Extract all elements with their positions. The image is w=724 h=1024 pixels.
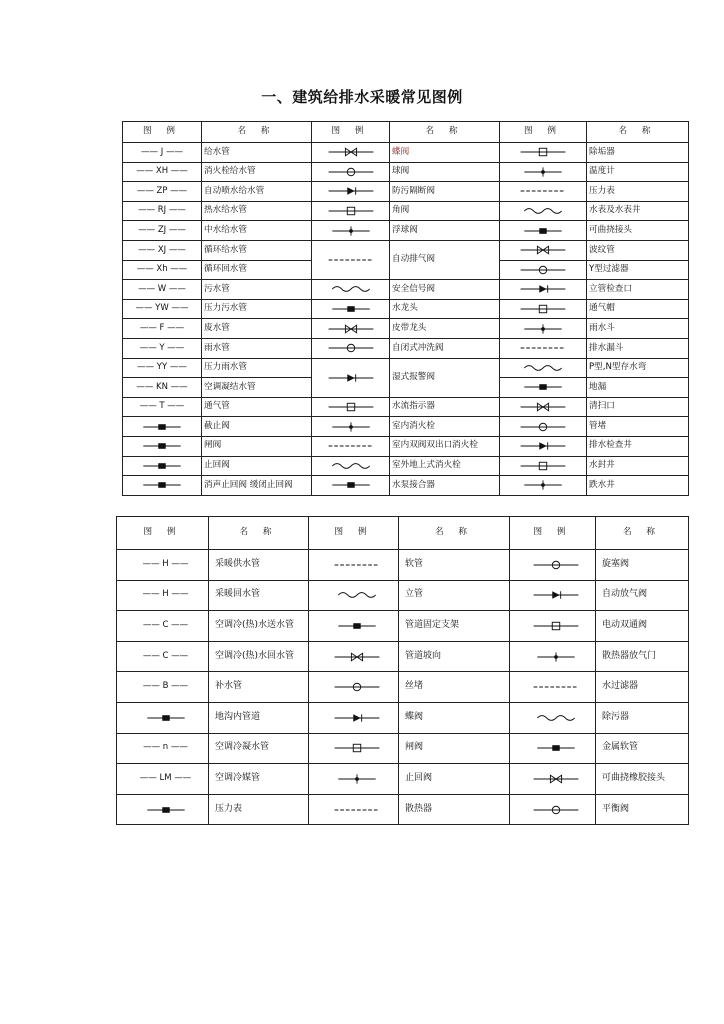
table-row bbox=[117, 733, 689, 764]
legend-name: 废水管 bbox=[202, 319, 312, 339]
legend-name: 中水给水管 bbox=[202, 221, 312, 241]
legend-name: Y型过滤器 bbox=[587, 260, 689, 280]
legend-b-symbol bbox=[312, 338, 390, 358]
legend-name: 可曲挠橡胶接头 bbox=[596, 764, 689, 795]
table-row bbox=[117, 611, 689, 642]
table-row bbox=[117, 672, 689, 703]
legend-name: 湿式报警阀 bbox=[390, 358, 500, 397]
legend-name: 管道坡向 bbox=[399, 641, 510, 672]
page-title: 一、建筑给排水采暖常见图例 bbox=[261, 88, 463, 106]
legend-f-symbol bbox=[510, 794, 596, 825]
legend-name: 蝶阀 bbox=[390, 143, 500, 163]
table-row bbox=[123, 201, 689, 221]
legend-f-symbol bbox=[510, 764, 596, 795]
pipe-line-code: —— C —— bbox=[142, 650, 189, 661]
legend-b-symbol bbox=[312, 182, 390, 202]
legend-a-symbol bbox=[123, 221, 202, 241]
legend-c-symbol bbox=[500, 260, 587, 280]
legend-d-symbol bbox=[117, 764, 209, 795]
legend-name: 雨水管 bbox=[202, 338, 312, 358]
legend-name: 闸阀 bbox=[399, 733, 510, 764]
legend-name: 自动喷水给水管 bbox=[202, 182, 312, 202]
legend-name: 补水管 bbox=[209, 672, 309, 703]
legend-a-symbol bbox=[123, 417, 202, 437]
legend-a-symbol bbox=[123, 201, 202, 221]
legend-name: 压力雨水管 bbox=[202, 358, 312, 378]
legend-b-symbol bbox=[312, 476, 390, 496]
table-row bbox=[123, 162, 689, 182]
legend-c-symbol bbox=[500, 319, 587, 339]
legend-name: 除污器 bbox=[596, 702, 689, 733]
legend-f-symbol bbox=[510, 641, 596, 672]
legend-name: 温度计 bbox=[587, 162, 689, 182]
pipe-line-code: —— ZP —— bbox=[136, 185, 188, 196]
table-row bbox=[117, 550, 689, 581]
legend-name: 水过滤器 bbox=[596, 672, 689, 703]
legend-name: 金属软管 bbox=[596, 733, 689, 764]
legend-d-symbol bbox=[117, 550, 209, 581]
column-header: 名 称 bbox=[587, 122, 689, 143]
legend-name: 水龙头 bbox=[390, 299, 500, 319]
legend-name: 丝堵 bbox=[399, 672, 510, 703]
pipe-line-code: —— YW —— bbox=[135, 303, 189, 314]
legend-table-heating bbox=[116, 516, 689, 825]
pipe-line-code: —— W —— bbox=[138, 283, 186, 294]
legend-name: 水流指示器 bbox=[390, 397, 500, 417]
table-row bbox=[123, 417, 689, 437]
column-header: 图 例 bbox=[312, 122, 390, 143]
legend-f-symbol bbox=[510, 733, 596, 764]
legend-name: 角阀 bbox=[390, 201, 500, 221]
legend-c-symbol bbox=[500, 436, 587, 456]
pipe-line-code: —— RJ —— bbox=[138, 205, 186, 216]
legend-name: 清扫口 bbox=[587, 397, 689, 417]
legend-name: 室外地上式消火栓 bbox=[390, 456, 500, 476]
legend-a-symbol bbox=[123, 299, 202, 319]
legend-name: 水封井 bbox=[587, 456, 689, 476]
legend-name: 立管检查口 bbox=[587, 280, 689, 300]
legend-b-symbol bbox=[312, 358, 390, 397]
table-row bbox=[123, 319, 689, 339]
legend-f-symbol bbox=[510, 580, 596, 611]
legend-b-symbol bbox=[312, 299, 390, 319]
pipe-line-code: —— YY —— bbox=[137, 362, 187, 373]
legend-name: 蝶阀 bbox=[399, 702, 510, 733]
legend-b-symbol bbox=[312, 417, 390, 437]
legend-name: P型,N型存水弯 bbox=[587, 358, 689, 378]
legend-table-plumbing bbox=[122, 121, 689, 496]
pipe-line-code: —— Y —— bbox=[139, 342, 185, 353]
legend-a-symbol bbox=[123, 378, 202, 398]
legend-name: 室内消火栓 bbox=[390, 417, 500, 437]
legend-c-symbol bbox=[500, 358, 587, 378]
legend-name: 采暖供水管 bbox=[209, 550, 309, 581]
legend-name: 压力表 bbox=[209, 794, 309, 825]
legend-a-symbol bbox=[123, 182, 202, 202]
legend-c-symbol bbox=[500, 280, 587, 300]
legend-name: 止回阀 bbox=[202, 456, 312, 476]
legend-e-symbol bbox=[309, 641, 399, 672]
legend-c-symbol bbox=[500, 338, 587, 358]
legend-name: 空调冷(热)水送水管 bbox=[209, 611, 309, 642]
table-header-row bbox=[123, 122, 689, 143]
pipe-line-code: —— J —— bbox=[141, 146, 183, 157]
legend-name: 循环回水管 bbox=[202, 260, 312, 280]
legend-c-symbol bbox=[500, 240, 587, 260]
legend-b-symbol bbox=[312, 456, 390, 476]
column-header: 名 称 bbox=[209, 517, 309, 550]
legend-b-symbol bbox=[312, 201, 390, 221]
column-header: 图 例 bbox=[510, 517, 596, 550]
legend-c-symbol bbox=[500, 221, 587, 241]
legend-name: 空调冷(热)水回水管 bbox=[209, 641, 309, 672]
legend-a-symbol bbox=[123, 358, 202, 378]
legend-b-symbol bbox=[312, 162, 390, 182]
legend-name: 平衡阀 bbox=[596, 794, 689, 825]
legend-f-symbol bbox=[510, 550, 596, 581]
legend-name: 跌水井 bbox=[587, 476, 689, 496]
legend-name: 自动排气阀 bbox=[390, 240, 500, 279]
legend-e-symbol bbox=[309, 794, 399, 825]
legend-name: 消火栓给水管 bbox=[202, 162, 312, 182]
table-row bbox=[123, 338, 689, 358]
legend-b-symbol bbox=[312, 319, 390, 339]
legend-name: 皮带龙头 bbox=[390, 319, 500, 339]
table-row bbox=[117, 580, 689, 611]
legend-e-symbol bbox=[309, 550, 399, 581]
table-row bbox=[123, 143, 689, 163]
legend-a-symbol bbox=[123, 162, 202, 182]
legend-d-symbol bbox=[117, 794, 209, 825]
column-header: 图 例 bbox=[117, 517, 209, 550]
table-row bbox=[117, 641, 689, 672]
pipe-line-code: —— C —— bbox=[142, 620, 189, 631]
legend-b-symbol bbox=[312, 221, 390, 241]
legend-b-symbol bbox=[312, 397, 390, 417]
pipe-line-code: —— T —— bbox=[139, 401, 185, 412]
legend-name: 循环给水管 bbox=[202, 240, 312, 260]
table-row bbox=[123, 476, 689, 496]
column-header: 名 称 bbox=[399, 517, 510, 550]
legend-d-symbol bbox=[117, 702, 209, 733]
legend-name: 空调冷凝水管 bbox=[209, 733, 309, 764]
legend-name: 散热器 bbox=[399, 794, 510, 825]
legend-b-symbol bbox=[312, 280, 390, 300]
legend-name: 水表及水表井 bbox=[587, 201, 689, 221]
legend-name: 旋塞阀 bbox=[596, 550, 689, 581]
legend-c-symbol bbox=[500, 182, 587, 202]
table-row bbox=[123, 299, 689, 319]
legend-name: 安全信号阀 bbox=[390, 280, 500, 300]
legend-c-symbol bbox=[500, 378, 587, 398]
legend-name: 排水检查井 bbox=[587, 436, 689, 456]
legend-b-symbol bbox=[312, 436, 390, 456]
legend-name: 通气管 bbox=[202, 397, 312, 417]
column-header: 图 例 bbox=[309, 517, 399, 550]
column-header: 图 例 bbox=[123, 122, 202, 143]
legend-name: 闸阀 bbox=[202, 436, 312, 456]
column-header: 名 称 bbox=[596, 517, 689, 550]
pipe-line-code: —— Xh —— bbox=[136, 264, 188, 275]
legend-c-symbol bbox=[500, 417, 587, 437]
legend-name: 除垢器 bbox=[587, 143, 689, 163]
legend-e-symbol bbox=[309, 672, 399, 703]
pipe-line-code: —— ZJ —— bbox=[138, 224, 186, 235]
legend-name: 水泵接合器 bbox=[390, 476, 500, 496]
legend-a-symbol bbox=[123, 280, 202, 300]
table-row bbox=[123, 221, 689, 241]
legend-name: 止回阀 bbox=[399, 764, 510, 795]
legend-d-symbol bbox=[117, 733, 209, 764]
column-header: 名 称 bbox=[202, 122, 312, 143]
legend-name: 截止阀 bbox=[202, 417, 312, 437]
legend-a-symbol bbox=[123, 240, 202, 260]
legend-name: 可曲挠接头 bbox=[587, 221, 689, 241]
legend-d-symbol bbox=[117, 611, 209, 642]
legend-name: 管道固定支架 bbox=[399, 611, 510, 642]
pipe-line-code: —— H —— bbox=[142, 558, 189, 569]
pipe-line-code: —— XH —— bbox=[136, 166, 188, 177]
legend-a-symbol bbox=[123, 397, 202, 417]
table-row bbox=[117, 702, 689, 733]
legend-c-symbol bbox=[500, 476, 587, 496]
legend-name: 散热器放气门 bbox=[596, 641, 689, 672]
legend-f-symbol bbox=[510, 672, 596, 703]
legend-name: 采暖回水管 bbox=[209, 580, 309, 611]
pipe-line-code: —— XJ —— bbox=[138, 244, 186, 255]
legend-name: 球阀 bbox=[390, 162, 500, 182]
legend-e-symbol bbox=[309, 733, 399, 764]
legend-d-symbol bbox=[117, 580, 209, 611]
legend-c-symbol bbox=[500, 456, 587, 476]
table-row bbox=[123, 240, 689, 260]
legend-c-symbol bbox=[500, 397, 587, 417]
legend-name: 防污隔断阀 bbox=[390, 182, 500, 202]
legend-name: 消声止回阀 缓闭止回阀 bbox=[202, 476, 312, 496]
legend-c-symbol bbox=[500, 143, 587, 163]
legend-name: 波纹管 bbox=[587, 240, 689, 260]
legend-name: 热水给水管 bbox=[202, 201, 312, 221]
legend-c-symbol bbox=[500, 299, 587, 319]
table-row bbox=[123, 280, 689, 300]
legend-a-symbol bbox=[123, 260, 202, 280]
legend-a-symbol bbox=[123, 319, 202, 339]
legend-name: 管堵 bbox=[587, 417, 689, 437]
legend-name: 给水管 bbox=[202, 143, 312, 163]
legend-name: 自闭式冲洗阀 bbox=[390, 338, 500, 358]
legend-name: 室内双阀双出口消火栓 bbox=[390, 436, 500, 456]
legend-name: 污水管 bbox=[202, 280, 312, 300]
table-row bbox=[123, 456, 689, 476]
legend-a-symbol bbox=[123, 456, 202, 476]
legend-name: 立管 bbox=[399, 580, 510, 611]
legend-e-symbol bbox=[309, 611, 399, 642]
legend-e-symbol bbox=[309, 580, 399, 611]
legend-f-symbol bbox=[510, 611, 596, 642]
legend-name: 排水漏斗 bbox=[587, 338, 689, 358]
legend-name: 地漏 bbox=[587, 378, 689, 398]
legend-b-symbol bbox=[312, 143, 390, 163]
legend-a-symbol bbox=[123, 143, 202, 163]
legend-b-symbol bbox=[312, 240, 390, 279]
table-row bbox=[123, 358, 689, 378]
legend-name: 通气帽 bbox=[587, 299, 689, 319]
legend-name: 雨水斗 bbox=[587, 319, 689, 339]
pipe-line-code: —— F —— bbox=[139, 322, 185, 333]
pipe-line-code: —— n —— bbox=[143, 742, 188, 753]
legend-name: 压力表 bbox=[587, 182, 689, 202]
legend-a-symbol bbox=[123, 476, 202, 496]
pipe-line-code: —— KN —— bbox=[136, 381, 188, 392]
legend-e-symbol bbox=[309, 764, 399, 795]
column-header: 名 称 bbox=[390, 122, 500, 143]
legend-f-symbol bbox=[510, 702, 596, 733]
legend-e-symbol bbox=[309, 702, 399, 733]
table-row bbox=[123, 397, 689, 417]
table-row bbox=[123, 436, 689, 456]
table-row bbox=[117, 764, 689, 795]
pipe-line-code: —— LM —— bbox=[139, 773, 192, 783]
legend-a-symbol bbox=[123, 436, 202, 456]
table-row bbox=[123, 182, 689, 202]
legend-d-symbol bbox=[117, 672, 209, 703]
legend-name: 软管 bbox=[399, 550, 510, 581]
legend-name: 浮球阀 bbox=[390, 221, 500, 241]
pipe-line-code: —— B —— bbox=[142, 681, 189, 692]
legend-name: 空调凝结水管 bbox=[202, 378, 312, 398]
legend-name: 地沟内管道 bbox=[209, 702, 309, 733]
legend-name: 压力污水管 bbox=[202, 299, 312, 319]
legend-d-symbol bbox=[117, 641, 209, 672]
legend-name: 自动放气阀 bbox=[596, 580, 689, 611]
legend-name: 空调冷媒管 bbox=[209, 764, 309, 795]
pipe-line-code: —— H —— bbox=[142, 589, 189, 600]
legend-a-symbol bbox=[123, 338, 202, 358]
legend-c-symbol bbox=[500, 201, 587, 221]
table-row bbox=[117, 794, 689, 825]
table-header-row bbox=[117, 517, 689, 550]
legend-name: 电动双通阀 bbox=[596, 611, 689, 642]
column-header: 图 例 bbox=[500, 122, 587, 143]
legend-c-symbol bbox=[500, 162, 587, 182]
